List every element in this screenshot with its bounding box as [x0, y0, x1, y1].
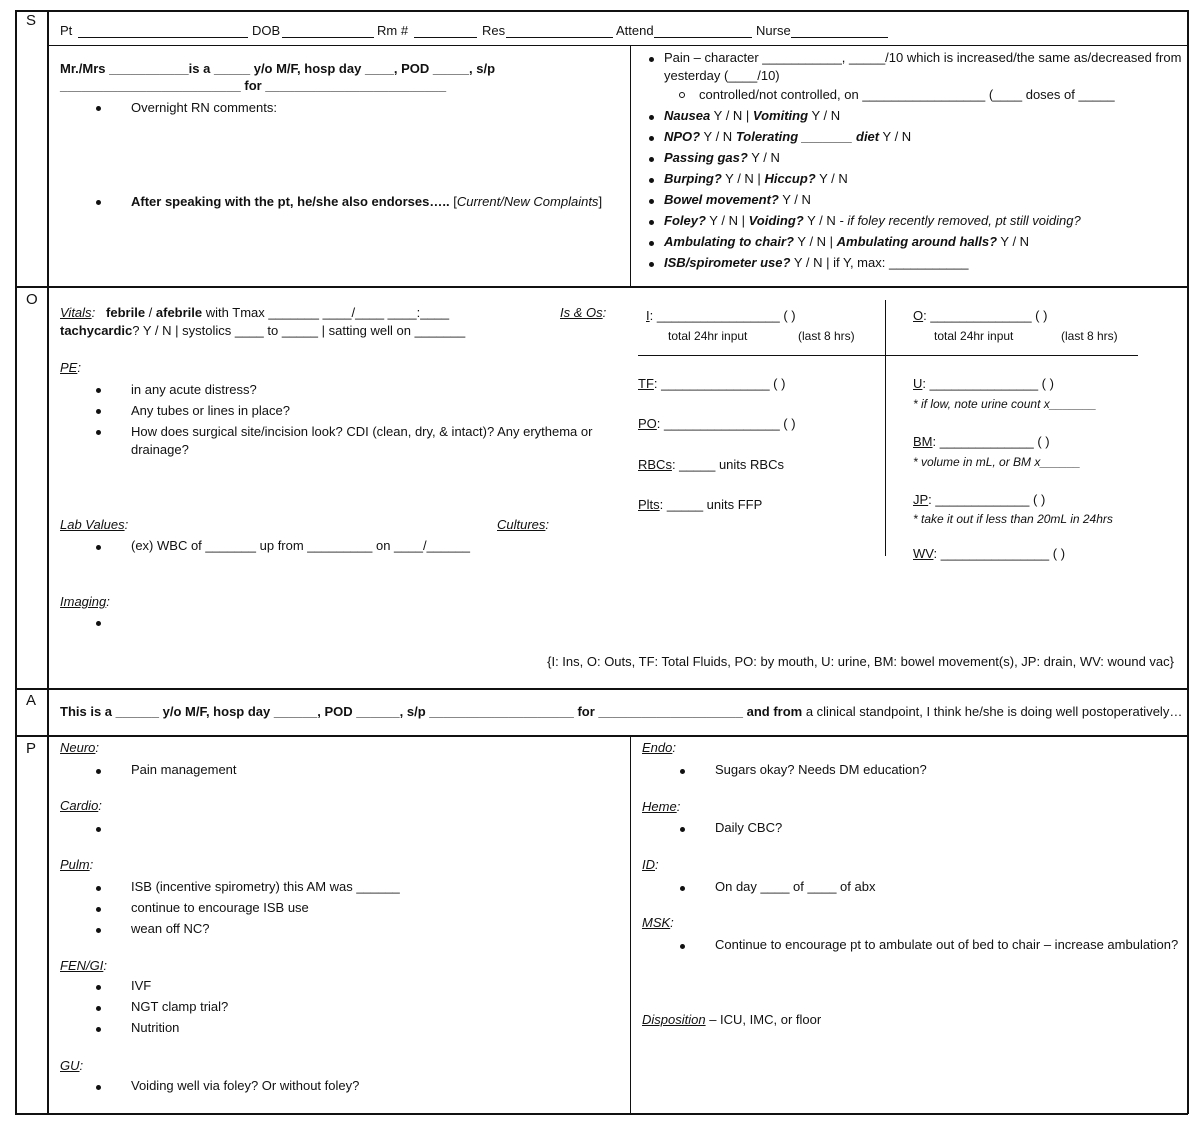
pulm-item-3: wean off NC? [131, 921, 210, 936]
bullet [96, 1085, 101, 1090]
pe-item-1: in any acute distress? [131, 382, 257, 397]
bullet [680, 827, 685, 832]
lab-label: Lab Values: [60, 517, 129, 532]
imaging-label: Imaging: [60, 594, 110, 609]
gu-item-1: Voiding well via foley? Or without foley? [131, 1078, 360, 1093]
lab-item: (ex) WBC of _______ up from _________ on ____/______ [131, 538, 470, 553]
bullet [649, 57, 654, 62]
pt-label: Pt [60, 23, 73, 38]
bullet [649, 115, 654, 120]
vitals-line: Vitals: febrile / afebrile with Tmax _______ ____/____ ____:____ [60, 305, 450, 320]
assessment-text: This is a ______ y/o M/F, hosp day ______, POD ______, s/p ____________________ for ____________________ and from a clinical standpoint, I think he/she is doing well postoperatively… [60, 704, 1183, 719]
fen-item-1: IVF [131, 978, 152, 993]
bullet [649, 178, 654, 183]
bullet [680, 769, 685, 774]
bullet [96, 1027, 101, 1032]
pe-label: PE: [60, 360, 81, 375]
border-left [15, 10, 17, 1114]
io-po: PO: ________________ ( ) [638, 416, 796, 431]
burping-line: Burping? Y / N | Hiccup? Y / N [664, 171, 848, 186]
nurse-label: Nurse [756, 23, 791, 38]
bullet [96, 200, 101, 205]
o-a-divider [15, 688, 1188, 690]
pe-item-2: Any tubes or lines in place? [131, 403, 290, 418]
endorses-bracket-open: [ [453, 194, 457, 209]
dob-blank[interactable] [282, 37, 374, 38]
gu-label: GU: [60, 1058, 84, 1073]
io-horizontal-line [638, 355, 1138, 356]
attend-blank[interactable] [654, 37, 752, 38]
pain-sub: controlled/not controlled, on _________________ (____ doses of _____ [699, 87, 1115, 102]
rm-label: Rm # [377, 23, 409, 38]
intro-line-1: Mr./Mrs ___________is a _____ y/o M/F, hosp day ____, POD _____, s/p [60, 61, 496, 76]
neuro-item-1: Pain management [131, 762, 237, 777]
s-o-divider [15, 286, 1188, 288]
io-i-last: (last 8 hrs) [798, 329, 855, 343]
a-p-divider [15, 735, 1188, 737]
bullet [649, 136, 654, 141]
io-jp-note: * take it out if less than 20mL in 24hrs [913, 512, 1113, 526]
io-o: O: ______________ ( ) [913, 308, 1048, 323]
io-plts: Plts: _____ units FFP [638, 497, 763, 512]
io-jp: JP: _____________ ( ) [913, 492, 1046, 507]
border-bottom [15, 1113, 1188, 1115]
bullet [96, 907, 101, 912]
bullet [96, 545, 101, 550]
bullet [96, 409, 101, 414]
bullet [649, 220, 654, 225]
bullet [96, 106, 101, 111]
io-wv: WV: _______________ ( ) [913, 546, 1066, 561]
section-letter-p: P [26, 740, 37, 757]
pulm-item-1: ISB (incentive spirometry) this AM was ______ [131, 879, 400, 894]
pe-item-3-cont: drainage? [131, 442, 189, 457]
fen-item-3: Nutrition [131, 1020, 180, 1035]
id-label: ID: [642, 857, 659, 872]
rm-blank[interactable] [414, 37, 477, 38]
cultures-label: Cultures: [497, 517, 550, 532]
overnight-comments: Overnight RN comments: [131, 100, 277, 115]
io-u-note: * if low, note urine count x_______ [913, 397, 1097, 411]
heme-label: Heme: [642, 799, 681, 814]
endorses-bracket-close: ] [598, 194, 603, 209]
endo-label: Endo: [642, 740, 676, 755]
io-legend: {I: Ins, O: Outs, TF: Total Fluids, PO: by mouth, U: urine, BM: bowel movement(s), JP: drain, WV: wound vac} [547, 654, 1174, 669]
heme-item-1: Daily CBC? [715, 820, 783, 835]
p-inner-divider [630, 736, 631, 1114]
is-os-label: Is & Os: [560, 305, 607, 320]
bullet [96, 430, 101, 435]
npo-line: NPO? Y / N Tolerating _______ diet Y / N [664, 129, 912, 144]
endorses-bold: After speaking with the pt, he/she also endorses….. [131, 194, 450, 209]
bullet [96, 769, 101, 774]
section-letter-a: A [26, 692, 37, 709]
disposition-line: Disposition – ICU, IMC, or floor [642, 1012, 822, 1027]
io-bm: BM: _____________ ( ) [913, 434, 1050, 449]
foley-line: Foley? Y / N | Voiding? Y / N - if foley recently removed, pt still voiding? [664, 213, 1081, 228]
io-i-total: total 24hr input [668, 329, 748, 343]
bullet [680, 886, 685, 891]
pe-item-3: How does surgical site/incision look? CDI (clean, dry, & intact)? Any erythema or [131, 424, 593, 439]
io-o-last: (last 8 hrs) [1061, 329, 1118, 343]
io-rbcs: RBCs: _____ units RBCs [638, 457, 784, 472]
bullet [649, 241, 654, 246]
sub-bullet [679, 92, 685, 98]
header-row-divider [47, 45, 1188, 46]
gas-line: Passing gas? Y / N [664, 150, 780, 165]
fen-label: FEN/GI: [60, 958, 107, 973]
bullet [96, 1006, 101, 1011]
bullet [649, 157, 654, 162]
border-top [15, 10, 1188, 12]
nausea-line: Nausea Y / N | Vomiting Y / N [664, 108, 841, 123]
endo-item-1: Sugars okay? Needs DM education? [715, 762, 927, 777]
nurse-blank[interactable] [791, 37, 888, 38]
id-item-1: On day ____ of ____ of abx [715, 879, 876, 894]
bullet [649, 262, 654, 267]
s-inner-divider [630, 46, 631, 287]
pulm-item-2: continue to encourage ISB use [131, 900, 309, 915]
bowel-line: Bowel movement? Y / N [664, 192, 811, 207]
io-o-total: total 24hr input [934, 329, 1014, 343]
isb-line: ISB/spirometer use? Y / N | if Y, max: ___________ [664, 255, 969, 270]
bullet [96, 827, 101, 832]
msk-item-1: Continue to encourage pt to ambulate out of bed to chair – increase ambulation? [715, 937, 1179, 952]
endorses-line [131, 194, 602, 210]
bullet [649, 199, 654, 204]
res-blank[interactable] [506, 37, 613, 38]
msk-label: MSK: [642, 915, 674, 930]
tachy-line: tachycardic? Y / N | systolics ____ to _____ | satting well on _______ [60, 323, 466, 338]
bullet [96, 388, 101, 393]
section-column-divider [47, 10, 49, 1114]
border-right [1187, 10, 1189, 1114]
section-letter-s: S [26, 12, 37, 29]
io-u: U: _______________ ( ) [913, 376, 1054, 391]
bullet [96, 985, 101, 990]
io-tf: TF: _______________ ( ) [638, 376, 786, 391]
fen-item-2: NGT clamp trial? [131, 999, 229, 1014]
ambulating-line: Ambulating to chair? Y / N | Ambulating around halls? Y / N [664, 234, 1030, 249]
pain-line-2: yesterday (____/10) [664, 68, 780, 83]
dob-label: DOB [252, 23, 281, 38]
res-label: Res [482, 23, 506, 38]
pt-blank[interactable] [78, 37, 248, 38]
bullet [96, 621, 101, 626]
bullet [96, 886, 101, 891]
section-letter-o: O [26, 291, 38, 308]
neuro-label: Neuro: [60, 740, 100, 755]
cardio-label: Cardio: [60, 798, 102, 813]
io-vertical-line [885, 300, 886, 556]
io-i: I: _________________ ( ) [646, 308, 796, 323]
io-bm-note: * volume in mL, or BM x______ [913, 455, 1081, 469]
intro-line-2: _________________________ for _________________________ [60, 78, 447, 93]
bullet [96, 928, 101, 933]
endorses-italic: Current/New Complaints [456, 194, 599, 209]
pain-line-1: Pain – character ___________, _____/10 which is increased/the same as/decreased from [664, 50, 1182, 65]
pulm-label: Pulm: [60, 857, 94, 872]
bullet [680, 944, 685, 949]
attend-label: Attend [616, 23, 654, 38]
